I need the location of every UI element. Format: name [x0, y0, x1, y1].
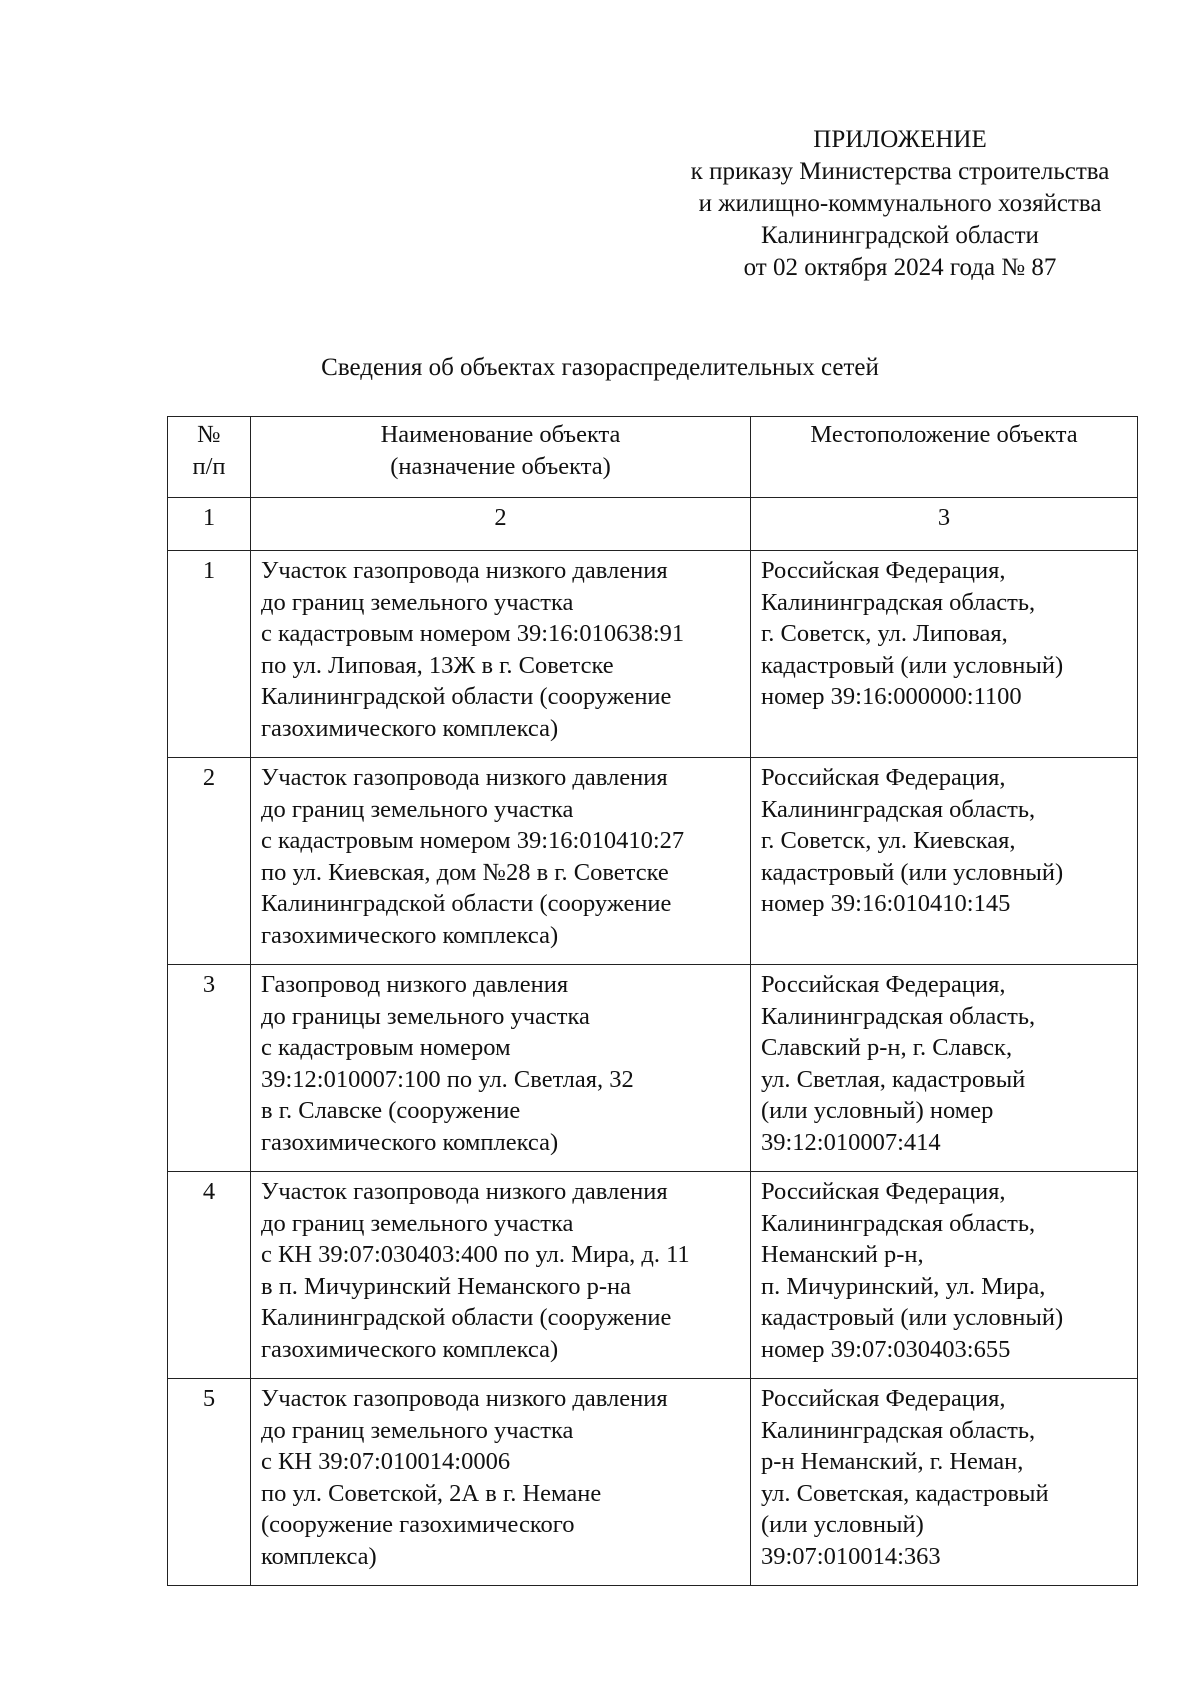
object-name-line: газохимического комплекса) [261, 921, 559, 949]
object-name-line: Газопровод низкого давления [261, 971, 569, 998]
object-name-line: в г. Славске (сооружение [261, 1097, 521, 1124]
object-name-line: Участок газопровода низкого давления [261, 764, 668, 791]
object-name-line: Калининградской области (сооружение [261, 683, 672, 710]
object-location-line: Российская Федерация, [761, 764, 1006, 791]
object-name-cell [251, 551, 751, 758]
row-number: 3 [168, 965, 251, 1172]
header-name-line: (назначение объекта) [390, 452, 611, 480]
object-location-line: г. Советск, ул. Липовая, [761, 620, 1008, 647]
object-name-line: 39:12:010007:100 по ул. Светлая, 32 [261, 1065, 634, 1093]
object-location-line: Российская Федерация, [761, 971, 1006, 998]
object-name-line: Участок газопровода низкого давления [261, 557, 668, 584]
object-location-line: номер 39:16:000000:1100 [761, 683, 1022, 710]
row-number: 1 [168, 551, 251, 758]
column-number: 1 [168, 498, 251, 551]
object-location-line: Калининградская область, [761, 795, 1036, 823]
header-name-line: Наименование объекта [380, 421, 621, 448]
object-location-cell [751, 758, 1138, 965]
ministry-line: и жилищно-коммунального хозяйства [698, 190, 1102, 217]
object-name-line: по ул. Киевская, дом №28 в г. Советске [261, 858, 669, 886]
object-name-line: по ул. Советской, 2А в г. Немане [261, 1479, 602, 1507]
object-location-line: Неманский р-н, [761, 1241, 924, 1268]
object-location-line: г. Советск, ул. Киевская, [761, 827, 1016, 854]
object-name-line: газохимического комплекса) [261, 714, 559, 742]
column-number: 3 [751, 498, 1138, 551]
object-name-line: до границ земельного участка [261, 1416, 574, 1444]
object-location-cell [751, 551, 1138, 758]
header-name [251, 417, 751, 498]
column-numbers-row [168, 498, 1138, 551]
table-row [168, 965, 1138, 1172]
order-reference-line: к приказу Министерства строительства [690, 158, 1110, 185]
object-location-line: Славский р-н, г. Славск, [761, 1034, 1013, 1061]
object-name-line: Участок газопровода низкого давления [261, 1178, 668, 1205]
table-row [168, 1379, 1138, 1586]
header-num-line: № [197, 421, 221, 448]
appendix-header [640, 124, 1160, 284]
header-location-line: Местоположение объекта [810, 421, 1078, 448]
object-location-line: 39:07:010014:363 [761, 1542, 941, 1570]
object-name-line: с кадастровым номером 39:16:010410:27 [261, 827, 685, 854]
object-name-cell [251, 758, 751, 965]
object-name-line: в п. Мичуринский Неманского р-на [261, 1272, 632, 1300]
object-name-line: Участок газопровода низкого давления [261, 1385, 668, 1412]
object-location-line: Российская Федерация, [761, 557, 1006, 584]
object-name-line: с КН 39:07:030403:400 по ул. Мира, д. 11 [261, 1241, 690, 1268]
order-date-number: от 02 октября 2024 года № 87 [743, 254, 1057, 281]
object-location-line: номер 39:07:030403:655 [761, 1335, 1011, 1363]
object-name-line: Калининградской области (сооружение [261, 890, 672, 917]
object-location-line: (или условный) [761, 1511, 924, 1538]
row-number: 2 [168, 758, 251, 965]
object-location-line: ул. Светлая, кадастровый [761, 1065, 1026, 1093]
object-name-cell [251, 1172, 751, 1379]
object-location-line: п. Мичуринский, ул. Мира, [761, 1272, 1046, 1300]
document-title: Сведения об объектах газораспределительных сетей [321, 354, 879, 381]
object-location-cell [751, 1379, 1138, 1586]
object-name-line: с кадастровым номером [261, 1034, 511, 1061]
object-name-cell [251, 965, 751, 1172]
object-name-line: газохимического комплекса) [261, 1335, 559, 1363]
object-location-line: номер 39:16:010410:145 [761, 890, 1011, 917]
header-location [751, 417, 1138, 498]
object-name-line: до границ земельного участка [261, 588, 574, 616]
row-number: 5 [168, 1379, 251, 1586]
object-name-line: с кадастровым номером 39:16:010638:91 [261, 620, 685, 647]
object-location-line: 39:12:010007:414 [761, 1128, 941, 1156]
object-location-line: ул. Советская, кадастровый [761, 1479, 1049, 1507]
object-location-line: (или условный) номер [761, 1097, 994, 1124]
object-name-cell [251, 1379, 751, 1586]
object-name-line: до границы земельного участка [261, 1002, 590, 1030]
object-name-line: (сооружение газохимического [261, 1511, 575, 1538]
table-body [168, 551, 1138, 1586]
appendix-label: ПРИЛОЖЕНИЕ [813, 126, 987, 153]
object-location-line: кадастровый (или условный) [761, 651, 1064, 679]
region-line: Калининградской области [761, 222, 1039, 249]
object-name-line: до границ земельного участка [261, 1209, 574, 1237]
object-location-line: кадастровый (или условный) [761, 1304, 1064, 1331]
object-location-line: Российская Федерация, [761, 1178, 1006, 1205]
object-name-line: Калининградской области (сооружение [261, 1304, 672, 1331]
object-name-line: с КН 39:07:010014:0006 [261, 1448, 511, 1475]
header-num-line: п/п [192, 452, 226, 480]
object-name-line: газохимического комплекса) [261, 1128, 559, 1156]
object-location-line: р-н Неманский, г. Неман, [761, 1448, 1024, 1475]
row-number: 4 [168, 1172, 251, 1379]
object-location-line: Калининградская область, [761, 588, 1036, 616]
object-location-cell [751, 1172, 1138, 1379]
object-location-line: Калининградская область, [761, 1209, 1036, 1237]
table-row [168, 1172, 1138, 1379]
object-location-line: Калининградская область, [761, 1416, 1036, 1444]
object-location-cell [751, 965, 1138, 1172]
object-name-line: до границ земельного участка [261, 795, 574, 823]
column-number: 2 [251, 498, 751, 551]
object-name-line: комплекса) [261, 1542, 377, 1570]
gas-objects-table [167, 416, 1138, 1586]
table-header-row [168, 417, 1138, 498]
object-location-line: Российская Федерация, [761, 1385, 1006, 1412]
object-location-line: кадастровый (или условный) [761, 858, 1064, 886]
object-location-line: Калининградская область, [761, 1002, 1036, 1030]
table-row [168, 551, 1138, 758]
header-num [168, 417, 251, 498]
table-row [168, 758, 1138, 965]
object-name-line: по ул. Липовая, 13Ж в г. Советске [261, 651, 614, 679]
